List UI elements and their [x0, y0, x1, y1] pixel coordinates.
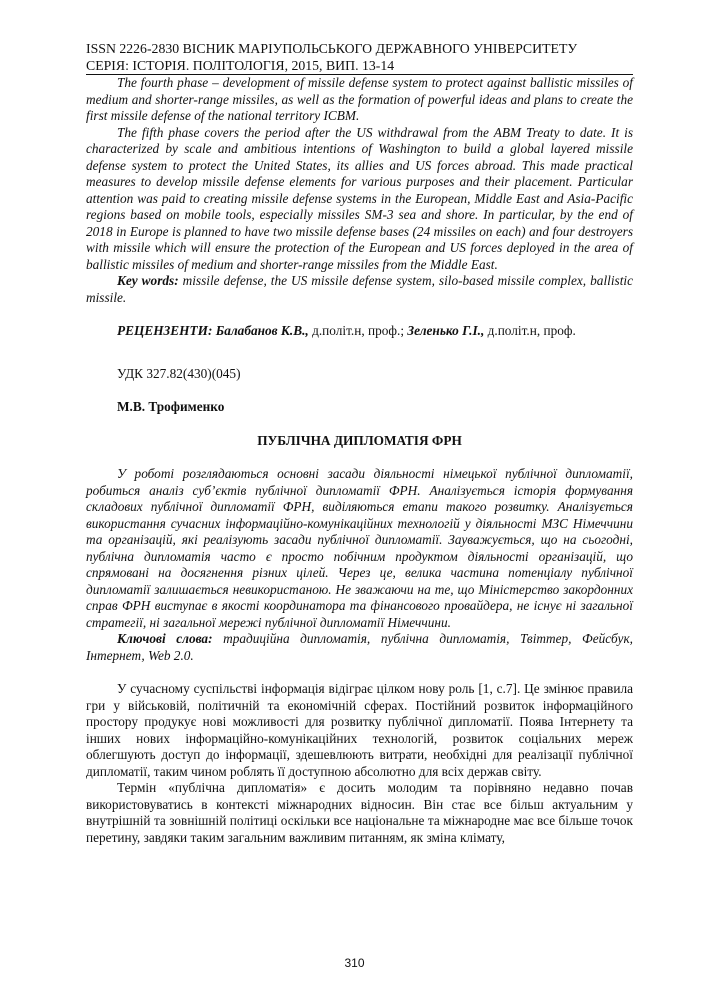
spacer: [86, 664, 633, 681]
reviewers-line: [86, 323, 633, 340]
journal-page: [86, 40, 633, 846]
header-series-line: СЕРІЯ: ІСТОРІЯ. ПОЛІТОЛОГІЯ, 2015, ВИП. 13-14: [86, 58, 395, 73]
article-abstract: У роботі розглядаються основні засади діяльності німецької публічної дипломатії, робиться аналіз суб’єктів публічної дипломатії ФРН. Аналізується історія формування складових публічної дипломатії ФРН, виділяються етапи такого розвитку. Аналізується використання сучасних інформаційно-комунікаційних технологій у діяльності МЗС Німеччини та організацій, які реалізують засади публічної дипломатії. Зауважується, що на сьогодні, публічна дипломатія часто є просто побічним продуктом діяльності організацій, що спрямовані на досягнення різних цілей. Через це, велика частина потенціалу публічної дипломатії залишається невикористаною. Не зважаючи на те, що Міністерство закордонних справ ФРН виступає в якості координатора та фінансового провайдера, не існує ні загальної стратегії, ні загальної мережі публічної дипломатії Німеччини.: [86, 466, 633, 630]
article-title: ПУБЛІЧНА ДИПЛОМАТІЯ ФРН: [257, 432, 462, 448]
udk-code: УДК 327.82(430)(045): [117, 365, 241, 381]
spacer: [86, 382, 633, 399]
prev-keywords-label: Key words:: [117, 273, 179, 288]
prev-abstract-paragraph-1: The fourth phase – development of missile defense system to protect against ballistic missiles of medium and shorter-range missiles, as well as the formation of powerful ideas and plans to create the first missile defense of the national territory ICBM.: [86, 75, 633, 123]
reviewer-degree-2: д.політ.н, проф.: [484, 323, 576, 338]
reviewer-degree-1: д.політ.н, проф.;: [308, 323, 408, 338]
body-paragraph-1: У сучасному суспільстві інформація відіграє цілком нову роль [1, с.7]. Це змінює правила гри у військовій, політичній та економічній сферах. Постійний розвиток інформаційного простору продукує нові можливості для розвитку публічної дипломатії. Поява Інтернету та інших нових інформаційно-комунікаційних технологій, розвиток соціальних мереж облегшують доступ до інформації, здешевлюють витрати, необхідні для реалізації публічної дипломатії, таким чином роблять її доступною абсолютно для всіх держав світу.: [86, 681, 633, 779]
prev-keywords: [86, 273, 633, 306]
running-header: [86, 40, 633, 74]
body-paragraph-2: Термін «публічна дипломатія» є досить молодим та порівняно недавно почав використовуватись в контексті міжнародних відносин. Він стає все більш актуальним у внутрішній та зовнішній політиці оскільки все національне та міжнародне має все більше точок перетину, завдяки таким загальним важливим питанням, як зміна клімату,: [86, 780, 633, 845]
article-keywords-text: традиційна дипломатія, публічна дипломатія, Твіттер, Фейсбук, Інтернет, Web 2.0.: [86, 631, 633, 663]
reviewer-name-2: Зеленько Г.І.,: [407, 323, 485, 338]
spacer: [86, 306, 633, 323]
prev-abstract-paragraph-2: The fifth phase covers the period after the US withdrawal from the ABM Treaty to date. It is characterized by scale and ambitious intentions of Washington to build a global layered missile defense system to protect the United States, its allies and US forces abroad. This made practical measures to develop missile defense elements for various purposes and their placement. Particular attention was paid to creating missile defense systems in the European, Middle East and Asia-Pacific regions based on mobile tools, especially missiles SM-3 sea and shore. In particular, by the end of 2018 in Europe is planned to have two missile defense bases (24 missiles on each) and four destroyers with missile which will ensure the protection of the European and US forces deployed in the area of ballistic missiles of medium and shorter-range missiles from the Middle East.: [86, 124, 633, 272]
author-name: М.В. Трофименко: [117, 399, 225, 414]
spacer: [86, 416, 633, 433]
prev-keywords-text: missile defense, the US missile defense system, silo-based missile complex, ballistic missile.: [86, 273, 633, 305]
article-keywords: [86, 631, 633, 664]
article-keywords-label: Ключові слова:: [117, 631, 213, 646]
spacer: [86, 449, 633, 466]
reviewers-label: РЕЦЕНЗЕНТИ:: [117, 323, 213, 338]
reviewer-name-1: Балабанов К.В.,: [212, 323, 309, 338]
spacer: [86, 340, 633, 366]
page-number: 310: [344, 956, 365, 970]
header-journal-line: ISSN 2226-2830 ВІСНИК МАРІУПОЛЬСЬКОГО ДЕРЖАВНОГО УНІВЕРСИТЕТУ: [86, 41, 578, 56]
